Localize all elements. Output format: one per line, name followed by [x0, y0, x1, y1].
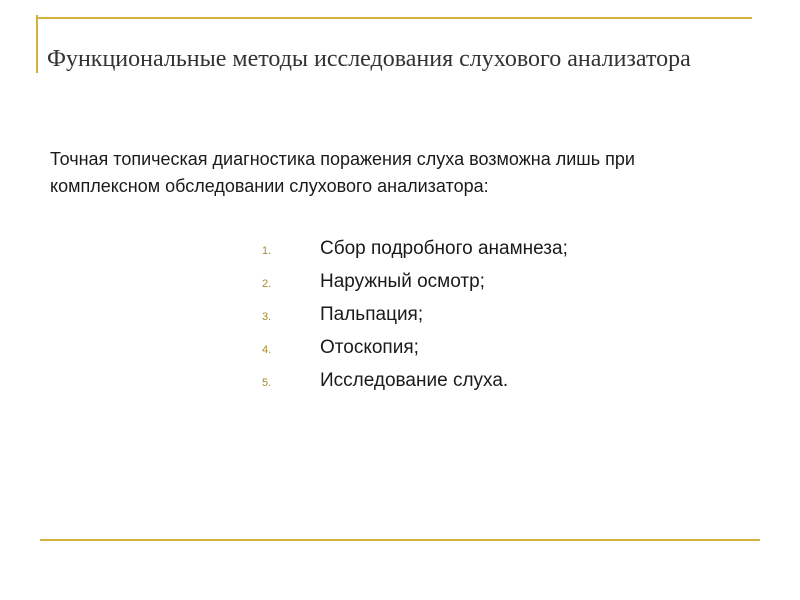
list-item-text: Наружный осмотр;	[320, 271, 485, 292]
list-item-text: Сбор подробного анамнеза;	[320, 238, 568, 259]
list-item-number: 3.	[262, 311, 272, 323]
methods-list	[262, 238, 742, 403]
list-item	[262, 304, 742, 337]
list-item	[262, 370, 742, 403]
list-item	[262, 337, 742, 370]
list-item-text: Исследование слуха.	[320, 370, 509, 391]
left-rule	[36, 15, 38, 73]
top-rule	[38, 17, 752, 19]
list-item-number: 2.	[262, 278, 272, 290]
list-item	[262, 238, 742, 271]
intro-text: Точная топическая диагностика поражения слуха возможна лишь при комплексном обследовании слухового анализатора:	[50, 149, 635, 196]
slide-title: Функциональные методы исследования слухового анализатора	[47, 46, 691, 72]
list-item-number: 5.	[262, 377, 272, 389]
list-item-number: 4.	[262, 344, 272, 356]
list-item-text: Отоскопия;	[320, 337, 419, 358]
list-item-text: Пальпация;	[320, 304, 424, 325]
list-item-number: 1.	[262, 245, 272, 257]
list-item	[262, 271, 742, 304]
bottom-rule	[40, 539, 760, 541]
